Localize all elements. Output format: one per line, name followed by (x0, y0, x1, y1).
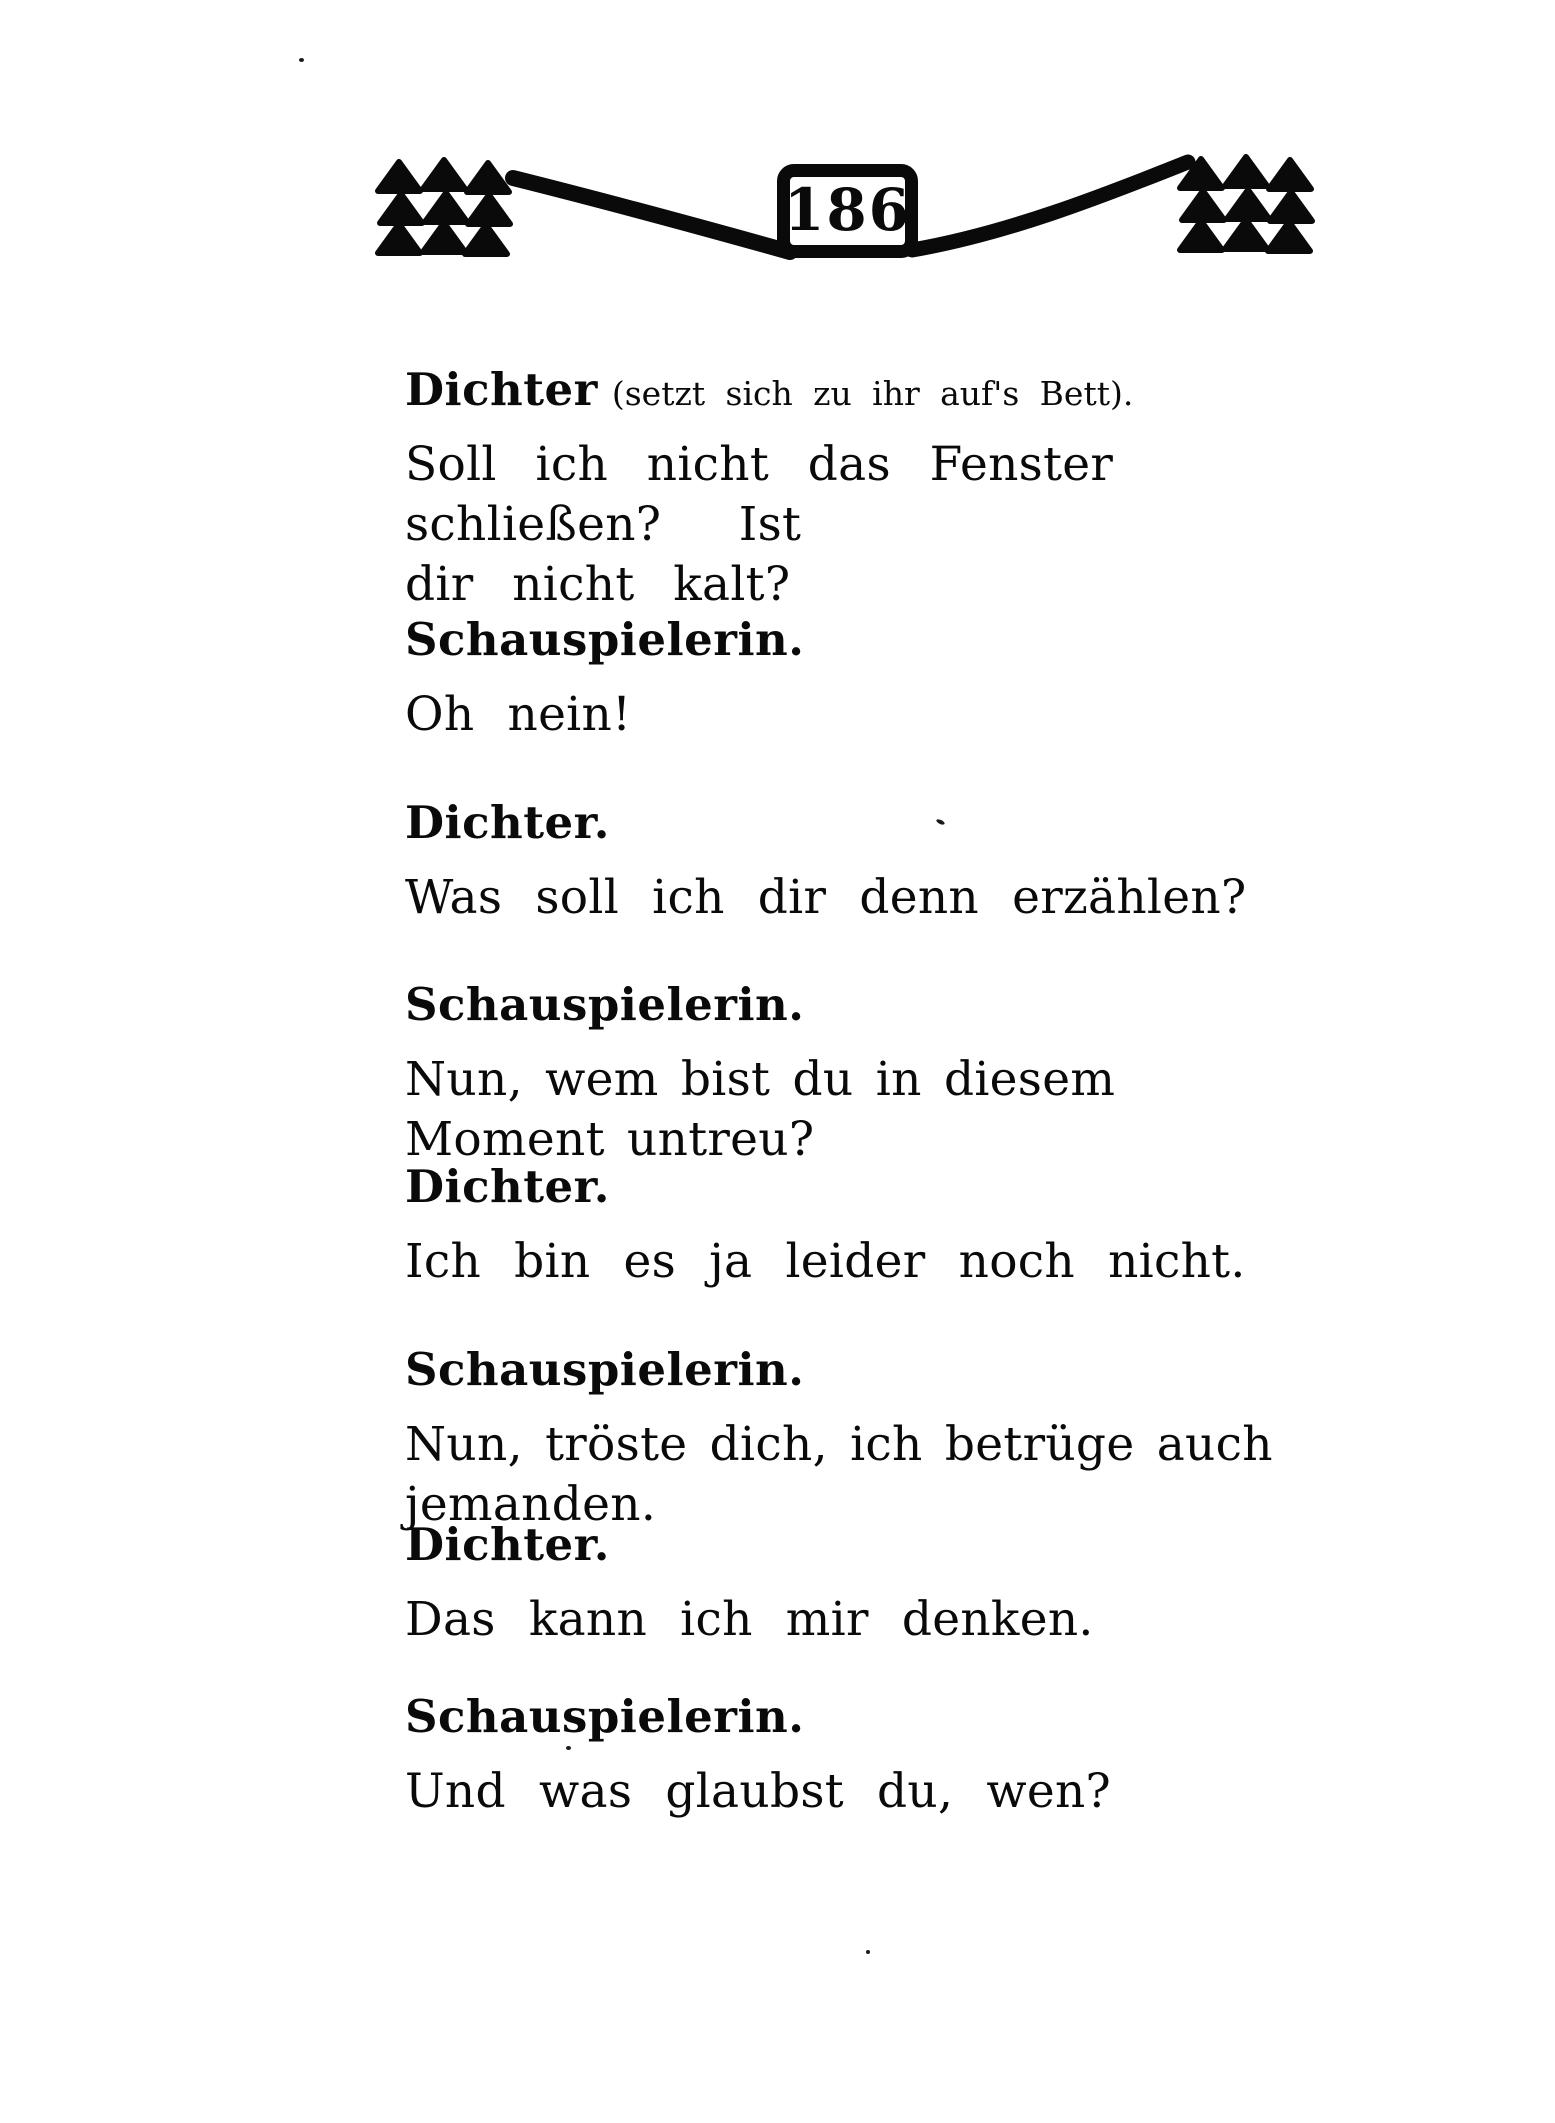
header-ornament (0, 0, 1555, 320)
dialogue-line: Nun, wem bist du in diesem Moment untreu? (405, 1052, 1138, 1167)
speaker-name: Dichter. (405, 796, 610, 849)
speaker-name: Schauspielerin. (405, 978, 805, 1031)
dialogue-line: Soll ich nicht das Fenster schließen? Ist (405, 437, 1152, 552)
dialogue-line: dir nicht kalt? (405, 557, 791, 612)
page-number-box (777, 164, 918, 258)
speaker-line (405, 1515, 1305, 1585)
ink-speck (866, 1950, 870, 1954)
speaker-name: Schauspielerin. (405, 1343, 805, 1396)
speaker-name: Dichter. (405, 1518, 610, 1571)
speaker-line (405, 1157, 1305, 1227)
left-swoosh-line (513, 178, 790, 252)
dialogue-line: Oh nein! (405, 687, 632, 742)
speaker-line (405, 1340, 1305, 1410)
dialogue-entry-dichter-2 (405, 793, 1305, 928)
speaker-line (405, 1687, 1305, 1757)
dialogue-line: Nun, tröste dich, ich betrüge auch jemanden. (405, 1417, 1296, 1532)
dialogue-line: Und was glaubst du, wen? (405, 1764, 1112, 1819)
right-triangle-cluster-icon (1180, 157, 1312, 251)
ink-speck (299, 58, 304, 62)
dialogue-entry-dichter-3 (405, 1157, 1305, 1292)
speaker-line (405, 610, 1305, 680)
left-triangle-cluster-icon (378, 160, 510, 254)
speaker-name: Dichter. (405, 1160, 610, 1213)
speaker-name: Schauspielerin. (405, 1690, 805, 1743)
dialogue-entry-dichter-1 (405, 360, 1305, 615)
speaker-line (405, 793, 1305, 863)
dialogue-entry-schauspielerin-3 (405, 1340, 1305, 1535)
dialogue-entry-schauspielerin-2 (405, 975, 1305, 1170)
ink-speck (566, 1746, 571, 1750)
right-swoosh-line (912, 162, 1188, 250)
dialogue-line: Was soll ich dir denn erzählen? (405, 870, 1247, 925)
dialogue-entry-dichter-4 (405, 1515, 1305, 1650)
speaker-line (405, 975, 1305, 1045)
stage-direction: (setzt sich zu ihr auf's Bett). (611, 374, 1134, 413)
dialogue-entry-schauspielerin-4 (405, 1687, 1305, 1822)
speaker-line (405, 360, 1305, 430)
speaker-name: Schauspielerin. (405, 613, 805, 666)
dialogue-line: Das kann ich mir denken. (405, 1592, 1094, 1647)
dialogue-line: Ich bin es ja leider noch nicht. (405, 1234, 1246, 1289)
speaker-name: Dichter (405, 363, 598, 416)
dialogue-entry-schauspielerin-1 (405, 610, 1305, 745)
page-number: 186 (783, 176, 912, 244)
